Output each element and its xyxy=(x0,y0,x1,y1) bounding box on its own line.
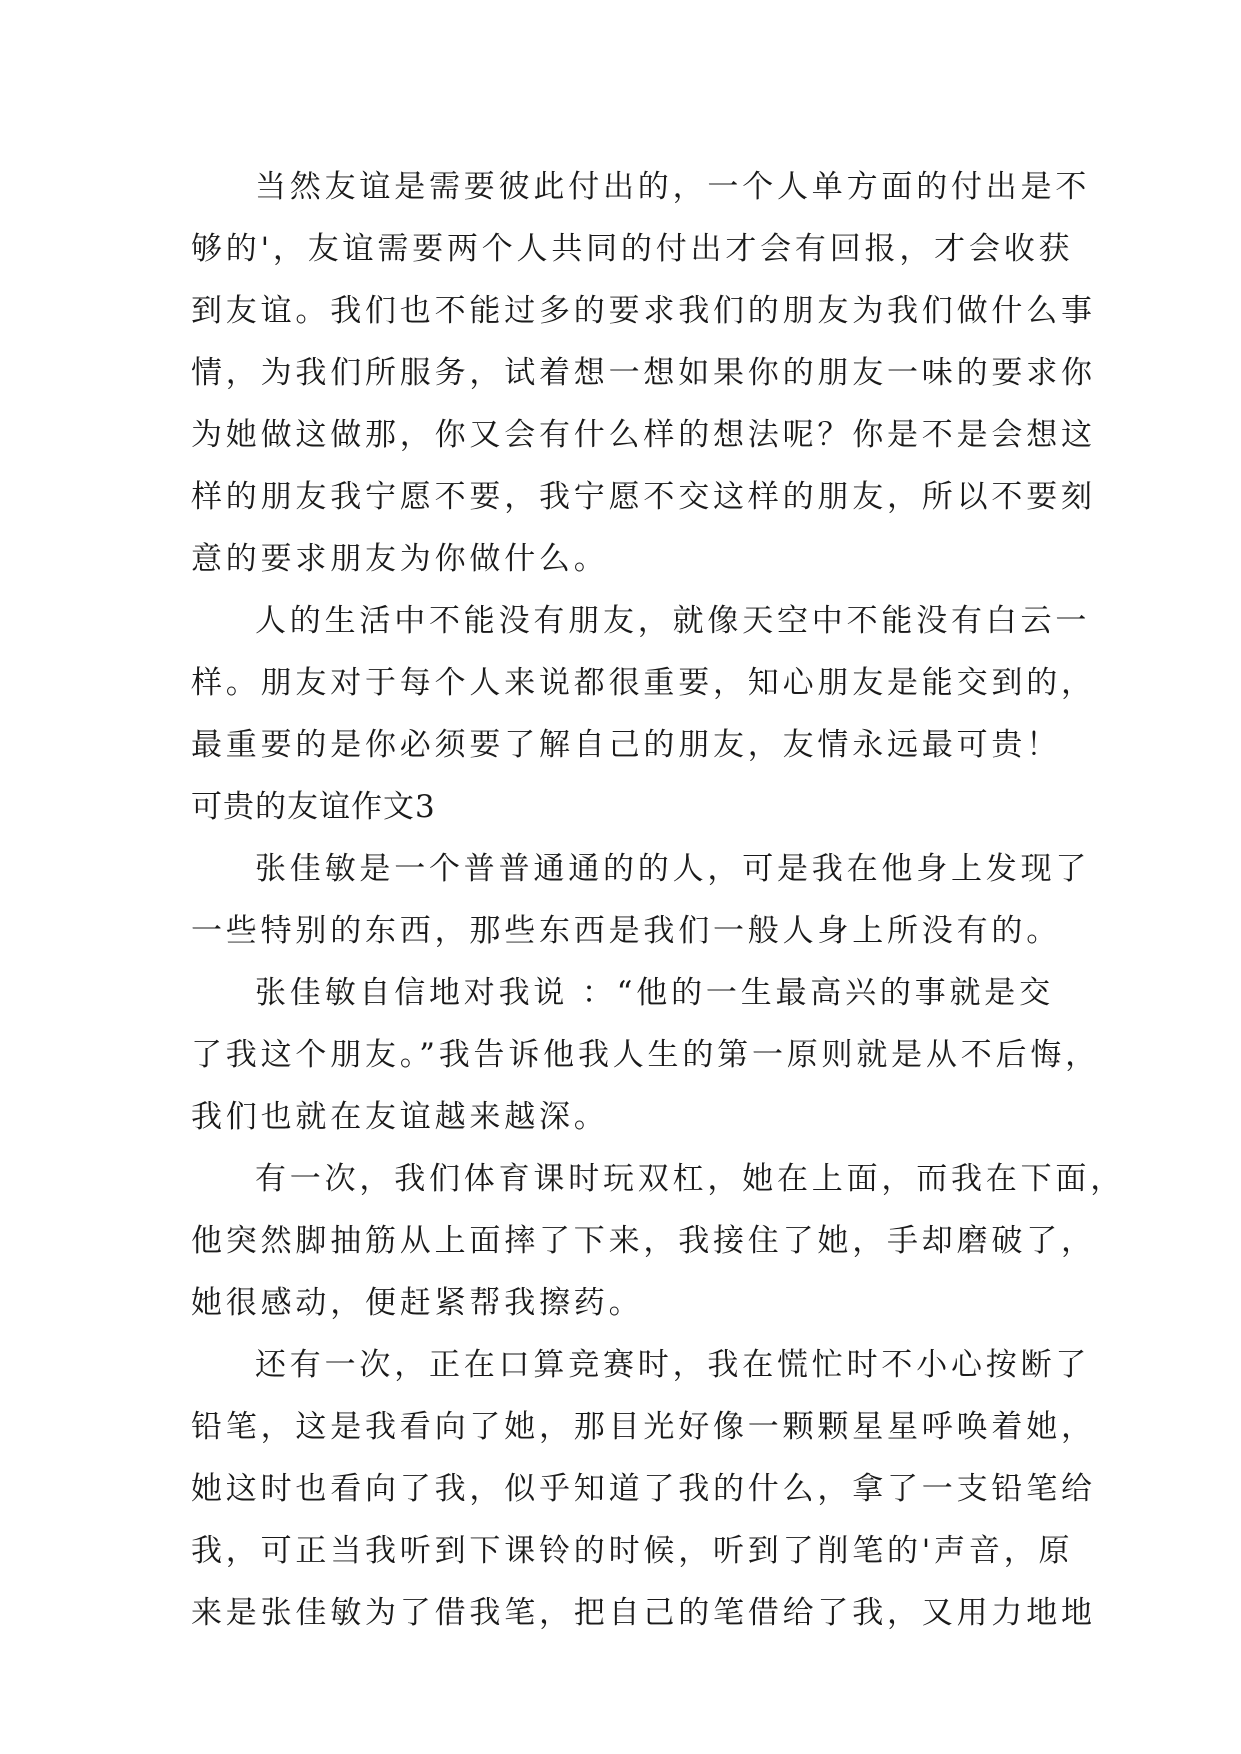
paragraph-line: 我，可正当我听到下课铃的时候，听到了削笔的'声音，原 xyxy=(191,1533,1074,1569)
paragraph-line: 铅笔，这是我看向了她，那目光好像一颗颗星星呼唤着她， xyxy=(191,1409,1096,1445)
paragraph-line: 张佳敏自信地对我说 ：“他的一生最高兴的事就是交 xyxy=(255,975,1054,1011)
document-body xyxy=(191,156,1125,1644)
paragraph-line: 她很感动，便赶紧帮我擦药。 xyxy=(191,1285,644,1321)
section-heading: 可贵的友谊作文3 xyxy=(191,789,436,825)
paragraph-line: 当然友谊是需要彼此付出的，一个人单方面的付出是不 xyxy=(255,169,1091,205)
paragraph-line: 到友谊。我们也不能过多的要求我们的朋友为我们做什么事 xyxy=(191,293,1096,329)
paragraph-line: 为她做这做那，你又会有什么样的想法呢？你是不是会想这 xyxy=(191,417,1096,453)
paragraph-line: 样。朋友对于每个人来说都很重要，知心朋友是能交到的， xyxy=(191,665,1096,701)
paragraph-line: 人的生活中不能没有朋友，就像天空中不能没有白云一 xyxy=(255,603,1091,639)
paragraph-line: 够的'，友谊需要两个人共同的付出才会有回报，才会收获 xyxy=(191,231,1074,267)
paragraph-line: 她这时也看向了我，似乎知道了我的什么，拿了一支铅笔给 xyxy=(191,1471,1096,1507)
paragraph-line: 最重要的是你必须要了解自己的朋友，友情永远最可贵！ xyxy=(191,727,1061,763)
paragraph-line: 了我这个朋友。”我告诉他我人生的第一原则就是从不后悔， xyxy=(191,1037,1100,1073)
paragraph-line: 一些特别的东西，那些东西是我们一般人身上所没有的。 xyxy=(191,913,1061,949)
paragraph-line: 他突然脚抽筋从上面摔了下来，我接住了她，手却磨破了， xyxy=(191,1223,1096,1259)
paragraph-line: 样的朋友我宁愿不要，我宁愿不交这样的朋友，所以不要刻 xyxy=(191,479,1096,515)
paragraph-line: 意的要求朋友为你做什么。 xyxy=(191,541,609,577)
paragraph-line: 来是张佳敏为了借我笔，把自己的笔借给了我，又用力地地 xyxy=(191,1595,1096,1631)
paragraph-line: 我们也就在友谊越来越深。 xyxy=(191,1099,609,1135)
paragraph-line: 有一次，我们体育课时玩双杠，她在上面，而我在下面， xyxy=(255,1161,1125,1197)
paragraph-line: 情，为我们所服务，试着想一想如果你的朋友一味的要求你 xyxy=(191,355,1096,391)
paragraph-line: 张佳敏是一个普普通通的的人，可是我在他身上发现了 xyxy=(255,851,1091,887)
paragraph-line: 还有一次，正在口算竞赛时，我在慌忙时不小心按断了 xyxy=(255,1347,1091,1383)
